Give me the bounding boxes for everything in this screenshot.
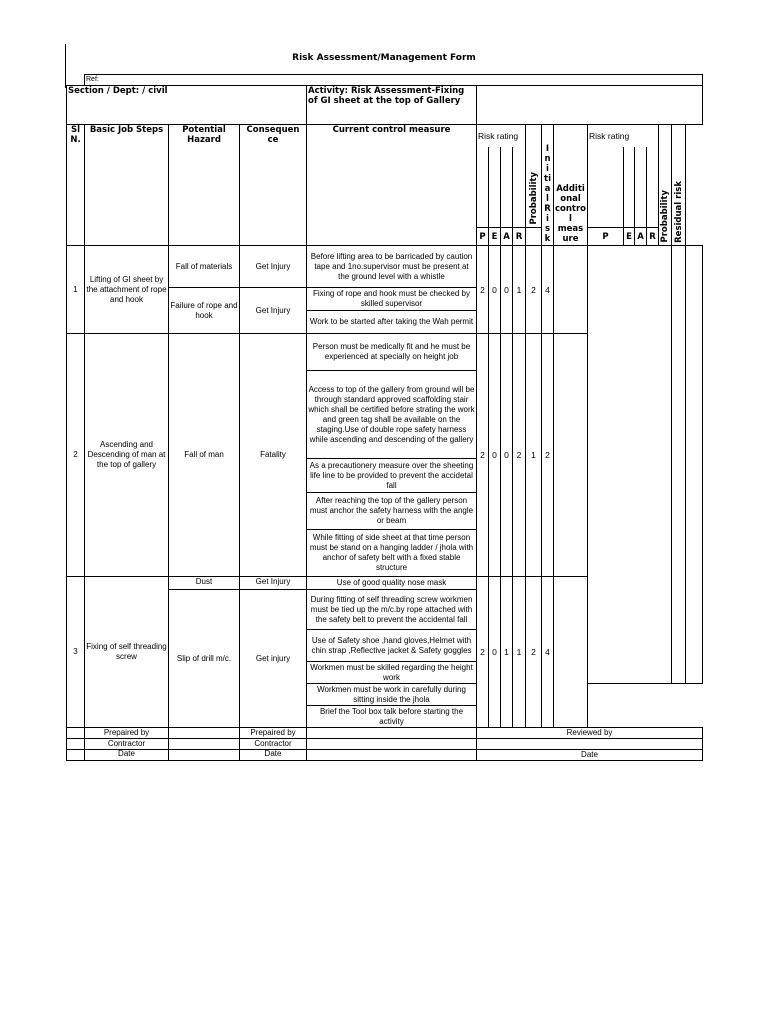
row-3-consequence-2: Get injury — [240, 590, 307, 728]
row-2-control-3: As a precautionery measure over the sheeting life line to be provided to prevent the accidetal fall — [307, 459, 477, 493]
header-residual-risk: Residual risk — [672, 125, 686, 246]
row-2-step: Ascending and Descending of man at the top of gallery — [85, 334, 169, 577]
row-1-hazard-2: Failure of rope and hook — [169, 288, 240, 334]
row-1-p: 2 — [477, 246, 489, 334]
row-2-control-2: Access to top of the gallery from ground will be through standard approved scaffolding stair which shall be certified before strating the work and green tag shall be available on the staging.Use of double rope safety harness while ascending and descending of the gallery — [307, 371, 477, 459]
row-3-r: 1 — [513, 577, 526, 728]
row-2-r: 2 — [513, 334, 526, 577]
row-3-p: 2 — [477, 577, 489, 728]
reviewed-by-label: Reviewed by — [477, 728, 703, 739]
footer-row-contractor — [67, 739, 703, 750]
header-e-2: E — [624, 228, 635, 246]
date-label-1: Date — [85, 750, 169, 761]
contractor-label-2: Contractor — [240, 739, 307, 750]
header-r: R — [513, 228, 526, 246]
activity-label: Activity: Risk Assessment-Fixing of GI sheet at the top of Gallery — [307, 86, 477, 125]
header-r-2: R — [647, 228, 659, 246]
row-1-control-1: Before lifting area to be barricaded by caution tape and 1no.supervisor must be present at the ground level with a whistle — [307, 246, 477, 288]
row-2-sl: 2 — [67, 334, 85, 577]
row-1-r: 1 — [513, 246, 526, 334]
row-3-probability: 2 — [526, 577, 542, 728]
row-2-e: 0 — [489, 334, 501, 577]
row-2-hazard: Fall of man — [169, 334, 240, 577]
ref-row — [67, 75, 703, 86]
row-2-a: 0 — [501, 334, 513, 577]
header-probability-cont — [526, 228, 542, 246]
footer-row-prepared — [67, 728, 703, 739]
row-3-control-1: Use of good quality nose mask — [307, 577, 477, 590]
header-consequence: Consequen ce — [240, 125, 307, 246]
row-1-hazard-1: Fall of materials — [169, 246, 240, 288]
header-control-measure: Current control measure — [307, 125, 477, 246]
date-label-2: Date — [240, 750, 307, 761]
header-p-2: P — [588, 228, 624, 246]
header-hazard: Potential Hazard — [169, 125, 240, 246]
row-2-control-5: While fitting of side sheet at that time person must be stand on a hanging ladder / jhola with anchor of safety belt with a fixed stable structure — [307, 530, 477, 577]
row-2-probability: 1 — [526, 334, 542, 577]
header-risk-rating: Risk rating — [477, 125, 526, 147]
header-additional-control: Additi onal contro l meas ure — [554, 125, 588, 246]
footer-row-date — [67, 750, 703, 761]
risk-assessment-table — [66, 74, 703, 761]
header-sl-no: Sl N. — [67, 125, 85, 246]
row-2-p: 2 — [477, 334, 489, 577]
prepared-by-label-2: Prepaired by — [240, 728, 307, 739]
row-3-step: Fixing of self threading screw — [85, 577, 169, 728]
row-3-hazard-1: Dust — [169, 577, 240, 590]
header-a: A — [501, 228, 513, 246]
date-label-3: Date — [477, 750, 703, 761]
header-risk-rating-2: Risk rating — [588, 125, 659, 147]
contractor-label-1: Contractor — [85, 739, 169, 750]
row-3-control-4: Workmen must be skilled regarding the height work — [307, 662, 477, 684]
row-3-hazard-2: Slip of drill m/c. — [169, 590, 240, 728]
row-2-control-1: Person must be medically fit and he must be experienced at specially on height job — [307, 334, 477, 371]
row-1-consequence-1: Get Injury — [240, 246, 307, 288]
section-label: Section / Dept: / civil — [67, 86, 307, 125]
table-row — [67, 246, 703, 288]
row-2-initial-risk: 2 — [542, 334, 554, 577]
row-3-a: 1 — [501, 577, 513, 728]
row-3-control-6: Brief the Tool box talk before starting the activity — [307, 706, 477, 728]
row-1-initial-risk: 4 — [542, 246, 554, 334]
row-3-consequence-1: Get Injury — [240, 577, 307, 590]
row-1-step: Lifting of GI sheet by the attachment of rope and hook — [85, 246, 169, 334]
row-1-control-2: Fixing of rope and hook must be checked by skilled supervisor — [307, 288, 477, 311]
row-2-consequence: Fatality — [240, 334, 307, 577]
section-activity-row — [67, 86, 703, 125]
row-1-consequence-2: Get Injury — [240, 288, 307, 334]
ref-label: Ref: — [85, 75, 703, 86]
header-a-2: A — [635, 228, 647, 246]
row-1-sl: 1 — [67, 246, 85, 334]
header-e: E — [489, 228, 501, 246]
row-1-a: 0 — [501, 246, 513, 334]
row-3-initial-risk: 4 — [542, 577, 554, 728]
prepared-by-label-1: Prepaired by — [85, 728, 169, 739]
header-row — [67, 125, 703, 147]
header-probability-2: Probability — [659, 125, 672, 246]
row-3-control-5: Workmen must be work in carefully during sitting inside the jhola — [307, 684, 477, 706]
row-1-e: 0 — [489, 246, 501, 334]
row-1-control-3: Work to be started after taking the Wah permit — [307, 311, 477, 334]
row-3-control-3: Use of Safety shoe ,hand gloves,Helmet with chin strap ,Reflective jacket & Safety goggles — [307, 630, 477, 662]
row-3-control-2: During fitting of self threading screw workmen must be tied up the m/c.by rope attached with the safety belt to prevent the accidental fall — [307, 590, 477, 630]
row-1-probability: 2 — [526, 246, 542, 334]
row-3-sl: 3 — [67, 577, 85, 728]
form-title: Risk Assessment/Management Form — [292, 53, 476, 63]
row-2-control-4: After reaching the top of the gallery person must anchor the safety harness with the angle or beam — [307, 493, 477, 530]
header-p: P — [477, 228, 489, 246]
header-job-steps: Basic Job Steps — [85, 125, 169, 246]
header-probability: Probability — [526, 125, 542, 228]
row-3-e: 0 — [489, 577, 501, 728]
header-initial-risk: I ni ti al R is k — [542, 125, 554, 246]
